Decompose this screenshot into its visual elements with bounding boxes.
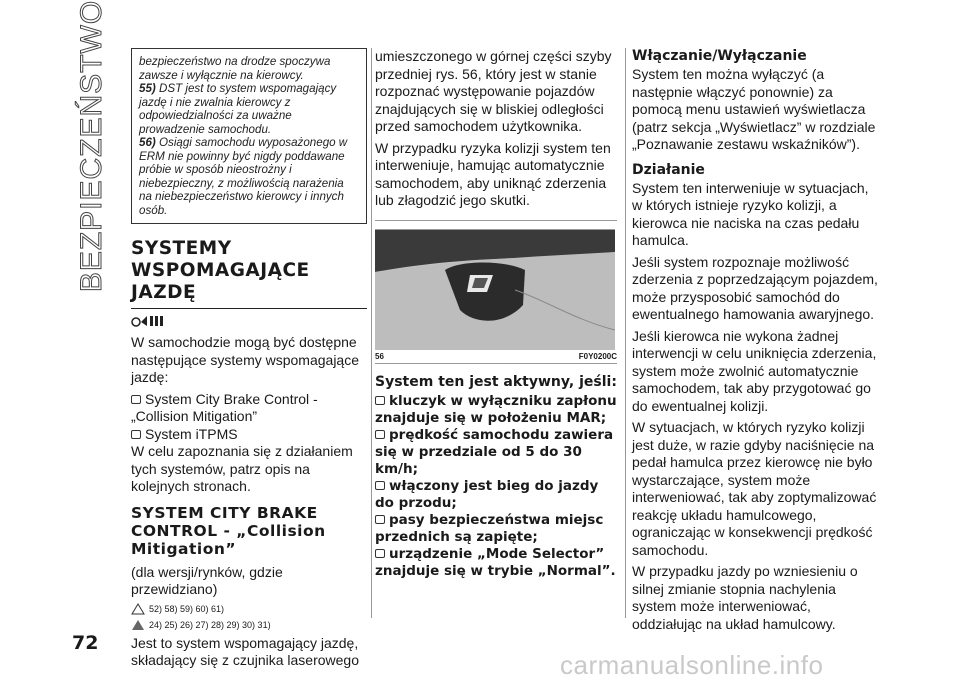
subheading: Włączanie/Wyłączanie [632,48,807,64]
list-item: kluczyk w wyłączniku zapłonu znajduje się w położeniu MAR; [375,392,617,426]
paragraph: (dla wersji/rynków, gdzie przewidziano) [131,563,283,597]
column-divider [371,48,372,618]
bullet-icon [131,395,141,404]
warning-number: 55) [139,82,156,95]
paragraph: umieszczonego w górnej części szyby przedniej rys. 56, który jest w stanie rozpoznać występowanie pojazdów znajdujących się w bliskiej odległości przed samochodem użytkownika. [375,48,612,134]
subheading: Działanie [632,161,705,178]
reference-row: 24) 25) 26) 27) 28) 29) 30) 31) [131,619,367,631]
warning-box [131,48,367,224]
figure-caption [375,352,617,361]
paragraph: Jeśli system rozpoznaje możliwość zderzenia z poprzedzającym pojazdem, może przysposobić samochód do ewentualnego hamowania awaryjnego. [632,253,878,322]
paragraph: Jeśli kierowca nie wykona żadnej interwencji w celu uniknięcia zderzenia, system może zwolnić automatycznie samochodem, tak aby przygotować go do ewentualnej kolizji. [632,327,877,414]
column-1 [131,48,367,674]
list-item: urządzenie „Mode Selector” znajduje się w trybie „Normal”. [375,545,616,579]
bullet-icon [375,430,385,439]
list-item: System iTPMS [131,426,367,444]
warning-intro: bezpieczeństwo na drodze spoczywa zawsze i wyłącznie na kierowcy. [139,55,331,82]
watermark: carmanualsonline.info [560,650,824,680]
section-heading: SYSTEM CITY BRAKE CONTROL - „Collision Mitigation” [131,503,326,558]
column-2 [375,48,617,580]
paragraph: System ten można wyłączyć (a następnie włączyć ponownie) za pomocą menu ustawień wyświetlacza (patrz sekcja „Wyświetlacz” w rozdziale „Poznawanie zestawu wskaźników”). [632,66,876,152]
windshield-sensor-figure [375,229,615,350]
paragraph: W przypadku jazdy po wzniesieniu o silnej zmianie stopnia nachylenia system może interweniować, oddziałując na układ hamulcowy. [632,563,858,632]
bullet-icon [375,549,385,558]
paragraph: W sytuacjach, w których ryzyko kolizji jest duże, w razie gdyby naciśnięcie na pedał hamulca przez kierowcę nie było wystarczające, system może interweniować, tak aby zoptymalizować reakcję układu hamulcowego, ograniczając w konsekwencji prędkość samochodu. [632,419,877,558]
page-number: 72 [72,632,99,654]
column-divider [625,48,626,618]
paragraph: W samochodzie mogą być dostępne następujące systemy wspomagające jazdę: [131,334,360,385]
paragraph: W celu zapoznania się z działaniem tych systemów, patrz opis na kolejnych stronach. [131,443,353,494]
section-heading: SYSTEMY WSPOMAGAJĄCE JAZDĘ [131,238,367,309]
list-item: włączony jest bieg do jazdy do przodu; [375,477,599,511]
warning-text: Osiągi samochodu wyposażonego w ERM nie powinny być nigdy poddawane próbie w sposób nieostrożny i niebezpieczny, z możliwością narażenia na niebezpieczeństwo kierowcy i innych osób. [139,136,348,217]
subheading: System ten jest aktywny, jeśli: [375,373,617,390]
paragraph: Jest to system wspomagający jazdę, składający się z czujnika laserowego [131,634,359,668]
column-3 [632,48,882,637]
warning-number: 56) [139,136,156,149]
chapter-title: BEZPIECZEŃSTWO [75,0,109,293]
warning-triangle-icon [131,603,145,615]
bullet-icon [375,396,385,405]
paragraph: W przypadku ryzyka kolizji system ten interweniuje, hamując automatycznie samochodem, aby uniknąć zderzenia lub złagodzić jego skutki. [375,139,611,208]
bullet-icon [375,481,385,490]
list-item: System City Brake Control - „Collision Mitigation” [131,390,318,424]
figure-code: F0Y0200C [578,351,617,361]
list-item: pasy bezpieczeństwa miejsc przednich są zapięte; [375,511,604,545]
caution-icon [131,619,145,631]
figure-number: 56 [375,351,384,361]
warning-text: DST jest to system wspomagający jazdę i nie zwalnia kierowcy z odpowiedzialności za uważne prowadzenie samochodu. [139,82,337,136]
paragraph: System ten interweniuje w sytuacjach, w których istnieje ryzyko kolizji, a kierowca nie naciska na czas pedału hamulca. [632,179,869,248]
reference-row: 52) 58) 59) 60) 61) [131,603,367,615]
bullet-icon [375,515,385,524]
bullet-icon [131,430,141,439]
list-item: prędkość samochodu zawiera się w przedziale od 5 do 30 km/h; [375,426,614,477]
driving-aid-icon [131,313,367,332]
